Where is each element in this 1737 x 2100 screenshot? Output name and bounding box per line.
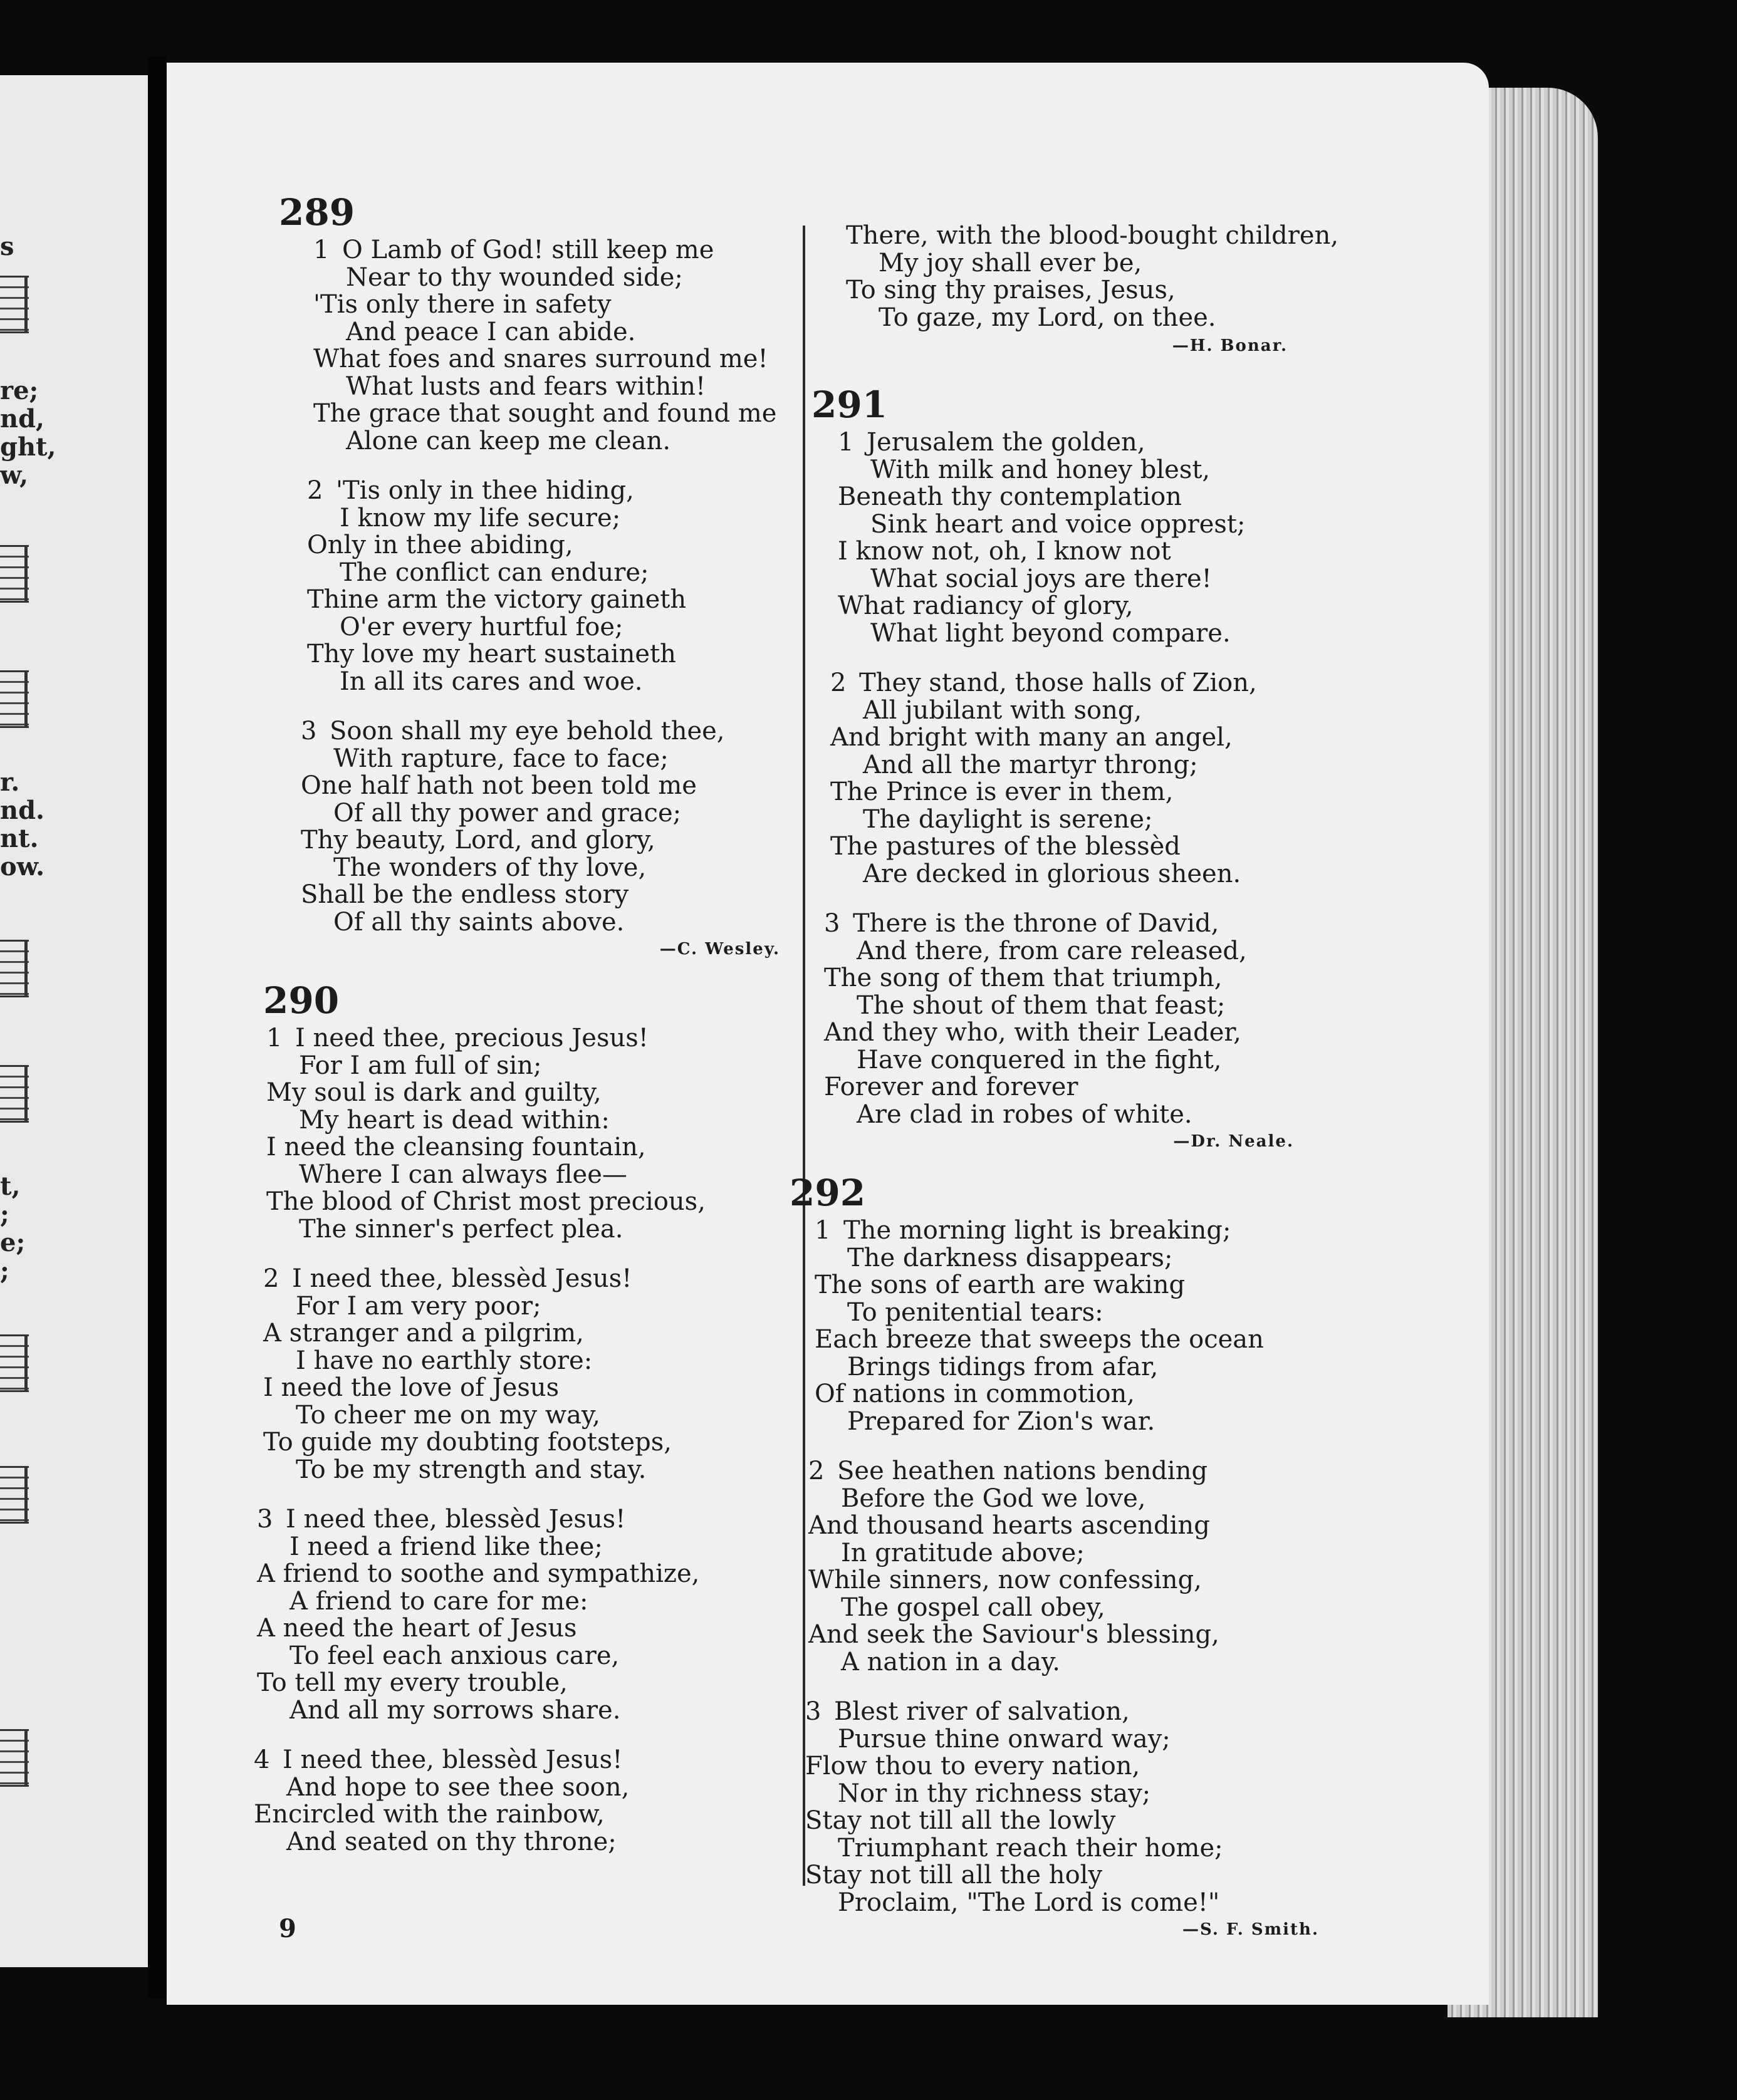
verse-line: Are clad in robes of white. [857,1099,1192,1129]
verse-line: And bright with many an angel, [830,723,1233,752]
verse-line: To sing thy praises, Jesus, [846,276,1176,304]
stanza-1 [811,429,1357,647]
verse-line: The sons of earth are waking [815,1271,1186,1299]
verse-line: Near to thy wounded side; [346,262,683,292]
verse-line: O'er every hurtful foe; [340,612,623,642]
stanza-number: 3 [301,717,317,746]
fragment-text: re; [0,376,39,405]
verse-line: Have conquered in the fight, [857,1045,1222,1074]
verse-line: Triumphant reach their home; [838,1833,1223,1863]
verse-line: Nor in thy richness stay; [838,1779,1151,1808]
book-gutter [148,56,167,1999]
verse-line: My soul is dark and guilty, [266,1078,602,1107]
verse-line: For I am full of sin; [299,1051,542,1080]
stanza-number: 2 [808,1457,825,1485]
verse-line: Only in thee abiding, [307,531,573,559]
verse-line: What social joys are there! [870,564,1212,593]
verse-line: And hope to see thee soon, [286,1772,630,1802]
stanza-number: 2 [263,1264,279,1293]
stanza-number: 4 [254,1745,270,1774]
verse-line: The pastures of the blessèd [830,832,1181,861]
music-staff [0,276,29,333]
verse-line: A friend to care for me: [290,1586,588,1616]
verse-line: Brings tidings from afar, [847,1352,1159,1381]
fragment-text: t, [0,1172,21,1201]
verse-line: In all its cares and woe. [340,667,643,696]
verse-line: And peace I can abide. [346,317,636,346]
verse-line: A nation in a day. [841,1647,1060,1676]
verse-line: And there, from care released, [857,936,1247,965]
verse-line: I need thee, precious Jesus! [295,1024,649,1053]
verse-line: Prepared for Zion's war. [847,1406,1155,1436]
fragment-text: r. [0,767,20,797]
verse-line: I have no earthly store: [296,1346,593,1375]
hymn-attribution: —H. Bonar. [1172,336,1288,355]
verse-line: Flow thou to every nation, [805,1752,1140,1780]
stanza-3 [790,1698,1357,1916]
verse-line: The wonders of thy love, [333,853,647,882]
fragment-text: ow. [0,852,45,881]
verse-line: A need the heart of Jesus [257,1614,577,1643]
verse-line: I need thee, blessèd Jesus! [283,1745,623,1774]
hymn-number: 290 [263,979,340,1022]
verse-line: I need the cleansing fountain, [266,1133,646,1162]
verse-line: I need thee, blessèd Jesus! [292,1264,632,1293]
stanza-number: 2 [307,476,323,505]
music-staff [0,1065,29,1123]
verse-line: And they who, with their Leader, [824,1018,1241,1047]
left-column [254,188,780,1878]
verse-line: With rapture, face to face; [333,744,669,773]
verse-line: In gratitude above; [841,1538,1085,1567]
verse-line: Sink heart and voice opprest; [870,509,1246,539]
verse-line: Each breeze that sweeps the ocean [815,1325,1264,1354]
stanza-4 [254,1747,780,1856]
stanza-2 [279,477,780,695]
fragment-text: ; [0,1200,9,1229]
verse-line: The blood of Christ most precious, [266,1187,706,1216]
fragment-text: ght, [0,432,56,462]
verse-line: With milk and honey blest, [870,455,1211,484]
fragment-text: nd, [0,404,44,434]
verse-line: They stand, those halls of Zion, [859,668,1257,697]
verse-line: To feel each anxious care, [290,1641,620,1670]
verse-line: Stay not till all the lowly [805,1806,1116,1835]
verse-line: Of all thy power and grace; [333,798,682,828]
music-staff [0,1466,29,1524]
music-staff [0,670,29,728]
verse-line: One half hath not been told me [301,771,697,800]
verse-line: Alone can keep me clean. [346,426,671,455]
verse-line: I need the love of Jesus [263,1373,560,1402]
hymn-292 [790,1168,1357,1945]
verse-line: There, with the blood-bought children, [846,221,1339,250]
hymn-290 [254,976,780,1856]
stanza-number: 1 [313,236,330,264]
fragment-text: s [0,232,14,261]
fragment-text: nt. [0,824,39,853]
verse-line: The daylight is serene; [863,804,1153,834]
stanza-number: 1 [815,1216,831,1245]
verse-line: The gospel call obey, [841,1593,1105,1622]
hymn-attribution: —C. Wesley. [659,940,780,959]
verse-line: 'Tis only there in safety [313,290,612,319]
verse-line: The song of them that triumph, [824,964,1223,992]
verse-line: A friend to soothe and sympathize, [257,1559,700,1588]
music-staff [0,940,29,997]
stanza-2 [263,1266,780,1484]
right-column [790,221,1357,1957]
verse-line: Thy beauty, Lord, and glory, [301,826,655,855]
verse-line: I know my life secure; [340,503,621,533]
stanza-3 [257,1506,780,1724]
fragment-text: e; [0,1228,26,1257]
stanza-number: 1 [838,428,854,457]
stanza-2 [811,670,1357,888]
verse-line: Are decked in glorious sheen. [863,859,1241,888]
verse-line: A stranger and a pilgrim, [263,1319,584,1348]
verse-line: All jubilant with song, [863,695,1142,725]
verse-line: Of all thy saints above. [333,907,625,937]
verse-line: Forever and forever [824,1073,1078,1101]
verse-line: To penitential tears: [847,1297,1103,1327]
verse-line: I need thee, blessèd Jesus! [286,1505,626,1534]
stanza-2 [790,1458,1357,1676]
stanza-3 [279,718,780,936]
stanza-1 [279,237,780,455]
stanza-1 [790,1217,1357,1435]
verse-line: Of nations in commotion, [815,1380,1135,1408]
verse-line: And seated on thy throne; [286,1827,617,1856]
verse-line: Where I can always flee— [299,1160,627,1189]
verse-line: The morning light is breaking; [843,1216,1231,1245]
verse-line: What radiancy of glory, [838,591,1134,620]
stanza-3 [811,910,1357,1128]
verse-line: 'Tis only in thee hiding, [336,476,634,505]
music-staff [0,1334,29,1392]
verse-line: While sinners, now confessing, [808,1566,1202,1594]
verse-line: To gaze, my Lord, on thee. [879,303,1216,332]
verse-line: And thousand hearts ascending [808,1511,1210,1540]
verse-line: Pursue thine onward way; [838,1724,1171,1754]
verse-line: And seek the Saviour's blessing, [808,1620,1219,1649]
verse-line: Blest river of salvation, [834,1697,1130,1726]
verse-line: Proclaim, "The Lord is come!" [838,1888,1220,1917]
verse-line: The grace that sought and found me [313,399,777,428]
verse-line: I know not, oh, I know not [838,537,1171,566]
verse-line: Jerusalem the golden, [867,428,1145,457]
verse-line: Thine arm the victory gaineth [307,585,687,614]
verse-line: Beneath thy contemplation [838,482,1182,511]
verse-line: The shout of them that feast; [857,990,1226,1020]
hymn-291 [811,380,1357,1157]
stanza-number: 3 [805,1697,822,1726]
verse-line: What light beyond compare. [870,618,1231,648]
hymn-289 [279,188,780,965]
hymn-attribution: —Dr. Neale. [1173,1132,1294,1151]
verse-line: O Lamb of God! still keep me [342,236,714,264]
verse-line: Stay not till all the holy [805,1861,1103,1889]
stanza-number: 3 [824,909,840,938]
verse-line: Encircled with the rainbow, [254,1800,605,1829]
stanza-number: 1 [266,1024,283,1053]
verse-line: The sinner's perfect plea. [299,1214,623,1244]
stanza-number: 2 [830,668,847,697]
verse-line: And all the martyr throng; [863,750,1198,779]
verse-line: To guide my doubting footsteps, [263,1428,672,1457]
verse-line: See heathen nations bending [837,1457,1208,1485]
verse-line: For I am very poor; [296,1291,541,1321]
hymn-number: 291 [811,383,888,426]
fragment-text: nd. [0,796,44,825]
stanza-number: 3 [257,1505,273,1534]
verse-line: Soon shall my eye behold thee, [330,717,725,746]
verse-line: The conflict can endure; [340,558,649,587]
verse-line: To cheer me on my way, [296,1400,600,1430]
music-staff [0,545,29,603]
previous-page-fragment [0,75,148,1967]
verse-line: My joy shall ever be, [879,248,1142,278]
hymn-290-continuation [811,222,1357,361]
hymn-attribution: —S. F. Smith. [1182,1920,1319,1939]
hymn-number: 289 [279,191,355,234]
verse-line: There is the throne of David, [853,909,1219,938]
page-number: 9 [279,1914,296,1943]
verse-line: The Prince is ever in them, [830,777,1174,806]
music-staff [0,1729,29,1787]
verse-line: To be my strength and stay. [296,1455,647,1484]
verse-line: My heart is dead within: [299,1105,610,1135]
verse-line: Thy love my heart sustaineth [307,640,676,668]
hymn-number: 292 [790,1172,866,1214]
verse-line: And all my sorrows share. [290,1695,621,1725]
verse-line: What lusts and fears within! [346,372,706,401]
verse-line: Before the God we love, [841,1484,1146,1513]
verse-line: What foes and snares surround me! [313,345,768,373]
verse-line: To tell my every trouble, [257,1668,568,1697]
verse-line: I need a friend like thee; [290,1532,603,1561]
fragment-text: w, [0,460,29,490]
verse-line: Shall be the endless story [301,880,629,909]
fragment-text: ; [0,1256,9,1286]
verse-line: The darkness disappears; [847,1243,1173,1272]
stanza-1 [263,1025,780,1243]
